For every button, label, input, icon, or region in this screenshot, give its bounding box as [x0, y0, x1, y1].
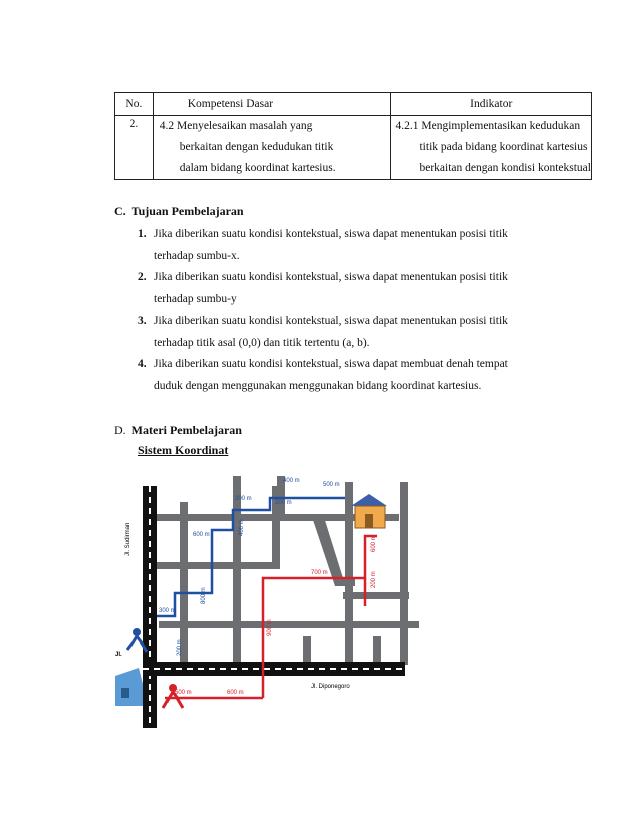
row-no: 2.: [115, 116, 154, 180]
distance-label: 600 m: [193, 532, 210, 538]
distance-label: 400 m: [239, 519, 245, 536]
kd-line: 4.2 Menyelesaikan masalah yang: [159, 120, 313, 132]
distance-label: 800 m: [201, 587, 207, 604]
list-item: [138, 353, 508, 397]
edge-label: Jl.: [115, 652, 122, 658]
table-row: [115, 116, 592, 180]
distance-label: 200 m: [235, 496, 252, 502]
item-text: Jika diberikan suatu kondisi kontekstual, siswa dapat menentukan posisi titik: [154, 228, 508, 240]
list-item: [138, 223, 508, 267]
item-number: 3.: [138, 315, 147, 327]
header-kompetensi-dasar: Kompetensi Dasar: [153, 93, 391, 116]
house-icon: [351, 494, 387, 528]
kd-line: berkaitan dengan kedudukan titik: [179, 141, 334, 153]
section-c-title: Tujuan Pembelajaran: [131, 204, 244, 218]
distance-label: 200 m: [177, 639, 183, 656]
distance-label: 300 m: [159, 608, 176, 614]
item-number: 1.: [138, 228, 147, 240]
item-number: 2.: [138, 271, 147, 283]
distance-label: 400 m: [283, 478, 300, 484]
road: [345, 482, 353, 665]
kd-line: dalam bidang koordinat kartesius.: [179, 162, 336, 174]
distance-label: 600 m: [371, 535, 377, 552]
list-item: [138, 310, 508, 354]
street-label-left: Jl. Sudirman: [125, 522, 131, 556]
street-label-bottom: Jl. Diponegoro: [311, 684, 350, 690]
section-d-title: Materi Pembelajaran: [131, 423, 242, 437]
table-header-row: [115, 93, 592, 116]
road: [400, 482, 408, 665]
school-building-icon: [115, 668, 143, 706]
road: [159, 621, 419, 628]
road: [303, 636, 311, 666]
road: [233, 476, 241, 665]
item-text: Jika diberikan suatu kondisi kontekstual, siswa dapat membuat denah tempat: [154, 358, 508, 370]
indikator-line: titik pada bidang koordinat kartesius: [419, 141, 588, 153]
distance-label: 500 m: [175, 690, 192, 696]
row-kompetensi-dasar: [153, 116, 391, 180]
indikator-line: berkaitan dengan kondisi kontekstual: [419, 162, 591, 174]
distance-label: 500 m: [323, 482, 340, 488]
item-text: terhadap sumbu-x.: [154, 250, 240, 262]
distance-label: 200 m: [371, 571, 377, 588]
section-d-subtitle: Sistem Koordinat: [138, 443, 229, 457]
distance-label: 600 m: [227, 690, 244, 696]
section-d-heading: [114, 423, 242, 438]
item-text: terhadap titik asal (0,0) dan titik tertentu (a, b).: [154, 337, 370, 349]
item-text: terhadap sumbu-y: [154, 293, 237, 305]
list-item: [138, 266, 508, 310]
item-text: duduk dengan menggunakan menggunakan bidang koordinat kartesius.: [154, 380, 482, 392]
road: [343, 592, 409, 599]
distance-label: 200 m: [275, 500, 292, 506]
section-c-label: C.: [114, 204, 126, 218]
red-person-icon: [163, 684, 183, 708]
section-c-heading: [114, 204, 244, 219]
distance-label: 700 m: [311, 570, 328, 576]
header-no: No.: [115, 93, 154, 116]
item-text: Jika diberikan suatu kondisi kontekstual, siswa dapat menentukan posisi titik: [154, 315, 508, 327]
item-number: 4.: [138, 358, 147, 370]
competency-table: [114, 92, 592, 180]
item-text: Jika diberikan suatu kondisi kontekstual, siswa dapat menentukan posisi titik: [154, 271, 508, 283]
distance-label: 900 m: [267, 619, 273, 636]
indikator-line: 4.2.1 Mengimplementasikan kedudukan: [395, 120, 581, 132]
row-indikator: [391, 116, 592, 180]
section-d-label: D.: [114, 423, 126, 437]
coordinate-map-illustration: [115, 466, 425, 728]
road: [373, 636, 381, 666]
header-indikator: Indikator: [391, 93, 592, 116]
